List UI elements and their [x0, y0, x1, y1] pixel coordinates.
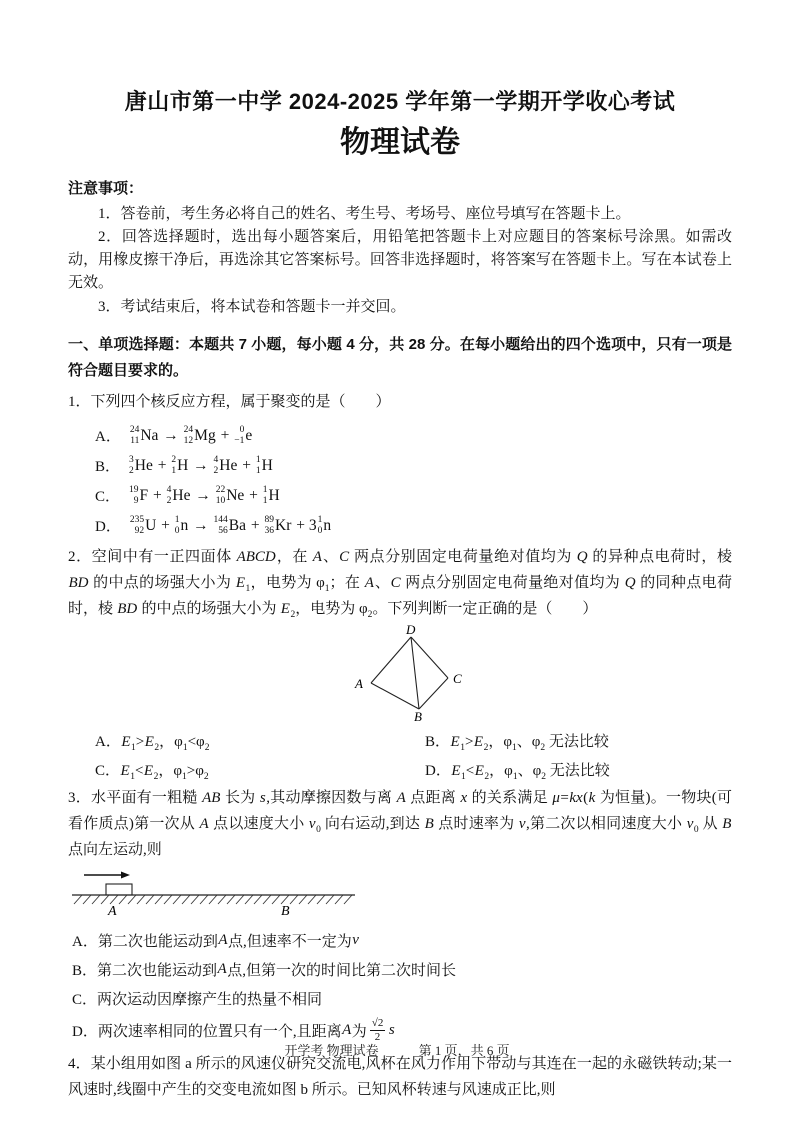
option-label: B． [95, 459, 121, 476]
note-item-3: 3．考试结束后，将本试卷和答题卡一并交回。 [98, 298, 406, 315]
notes-heading: 注意事项： [68, 179, 144, 197]
q1-option-c [95, 485, 732, 506]
q1-options [95, 425, 732, 536]
friction-surface-diagram [70, 869, 362, 917]
tetra-label-d: D [406, 625, 416, 637]
q3-option-c: C．两次运动因摩擦产生的热量不相同 [72, 991, 323, 1008]
option-label: A． [95, 429, 121, 446]
nuclear-equation: 235 92 U + 1 0 n → 144 56 Ba + 89 36 Kr + 3 1 0 n [129, 515, 332, 536]
friction-surface-figure [70, 869, 732, 922]
q3-option-d: D．两次速率相同的位置只有一个,且距离 A 为 $\frac{√2}{2}$ s [72, 1016, 395, 1043]
option-label: C． [95, 489, 121, 506]
q4-stem: 4．某小组用如图 a 所示的风速仪研究交流电,风杯在风力作用下带动与其连在一起的永磁铁转动;某一风速时,线圈中产生的交变电流如图 b 所示。已知风杯转速与风速成正比,则 [68, 1056, 732, 1099]
question-4 [68, 1052, 732, 1104]
tetrahedron-diagram [335, 625, 465, 723]
nuclear-equation: 24 11 Na → 24 12 Mg + 0 −1 e [129, 425, 253, 446]
point-b-label: B [281, 903, 290, 917]
point-a-label: A [108, 903, 117, 917]
q3-option-a: A．第二次也能运动到 A 点,但速率不一定为 v [72, 931, 359, 950]
page-footer [0, 1040, 794, 1059]
q3-stem: 3．水平面有一粗糙 AB 长为 s,其动摩擦因数与离 A 点距离 x 的关系满足 μ=kx(k 为恒量)。一物块(可看作质点)第一次从 A 点以速度大小 $v_0$ 向右运动,到达 B 点时速率为 v,第二次以相同速度大小 $v_0$ 从 B 点向左运动,则 [68, 790, 732, 858]
note-item-2: 2．回答选择题时，选出每小题答案后，用铅笔把答题卡上对应题目的答案标号涂黑。如需改动，用橡皮擦干净后，再选涂其它答案标号。回答非选择题时，将答案写在答题卡上。写在本试卷上无效。 [68, 228, 732, 292]
velocity-arrow [84, 871, 130, 878]
q1-stem: 1．下列四个核反应方程，属于聚变的是（ ） [68, 394, 391, 411]
q2-options [95, 730, 732, 780]
q1-option-a [95, 425, 732, 446]
note-item-1: 1．答卷前，考生务必将自己的姓名、考生号、考场号、座位号填写在答题卡上。 [98, 205, 631, 222]
footer-page-number: 第 1 页，共 6 页 [418, 1043, 510, 1058]
tetra-label-b: B [414, 709, 422, 723]
nuclear-equation: 19 9 F + 4 2 He → 22 10 Ne + 1 1 H [129, 485, 280, 506]
block [106, 884, 132, 895]
q3-options [72, 930, 732, 1044]
page-title: 唐山市第一中学 2024-2025 学年第一学期开学收心考试 [124, 89, 676, 114]
question-2 [68, 545, 732, 780]
q1-option-d [95, 515, 732, 536]
question-3 [68, 786, 732, 1044]
q2-option-d: D．$E_1<E_2$，$\varphi_1$、$\varphi_2$ 无法比较 [425, 763, 610, 782]
q2-option-a: A．$E_1>E_2$，$\varphi_1<\varphi_2$ [95, 734, 210, 753]
q2-option-c: C．$E_1<E_2$，$\varphi_1>\varphi_2$ [95, 763, 209, 782]
question-1 [68, 390, 732, 536]
footer-doc-label: 开学考 物理试卷 [284, 1043, 379, 1058]
q1-option-b [95, 455, 732, 476]
tetrahedron-edges [371, 637, 448, 709]
q2-stem: 2．空间中有一正四面体 ABCD，在 A、C 两点分别固定电荷量绝对值均为 Q 的异种点电荷时，棱 BD 的中点的场强大小为 $E_1$，电势为 $\varphi_1$；在 A、C 两点分别固定电荷量绝对值均为 Q 的同种点电荷时，棱 BD 的中点的场强大小为 $E_2$，电势为 $\varphi_2$。下列判断一定正确的是（ ） [68, 549, 732, 621]
nuclear-equation: 3 2 He + 2 1 H → 4 2 He + 1 1 H [129, 455, 273, 476]
notes-section [68, 177, 732, 319]
tetra-label-a: A [355, 676, 363, 691]
option-label: D． [95, 519, 121, 536]
q3-option-b: B．第二次也能运动到 A 点,但第一次的时间比第二次时间长 [72, 960, 456, 979]
page-subtitle: 物理试卷 [340, 125, 460, 159]
tetrahedron-figure [68, 625, 732, 728]
ground-hatching [74, 895, 352, 904]
tetra-label-c: C [453, 671, 462, 686]
q2-option-b: B．$E_1>E_2$，$\varphi_1$、$\varphi_2$ 无法比较 [425, 734, 609, 753]
section-one-heading: 一、单项选择题：本题共 7 小题，每小题 4 分，共 28 分。在每小题给出的四个选项中，只有一项是符合题目要求的。 [68, 335, 732, 379]
